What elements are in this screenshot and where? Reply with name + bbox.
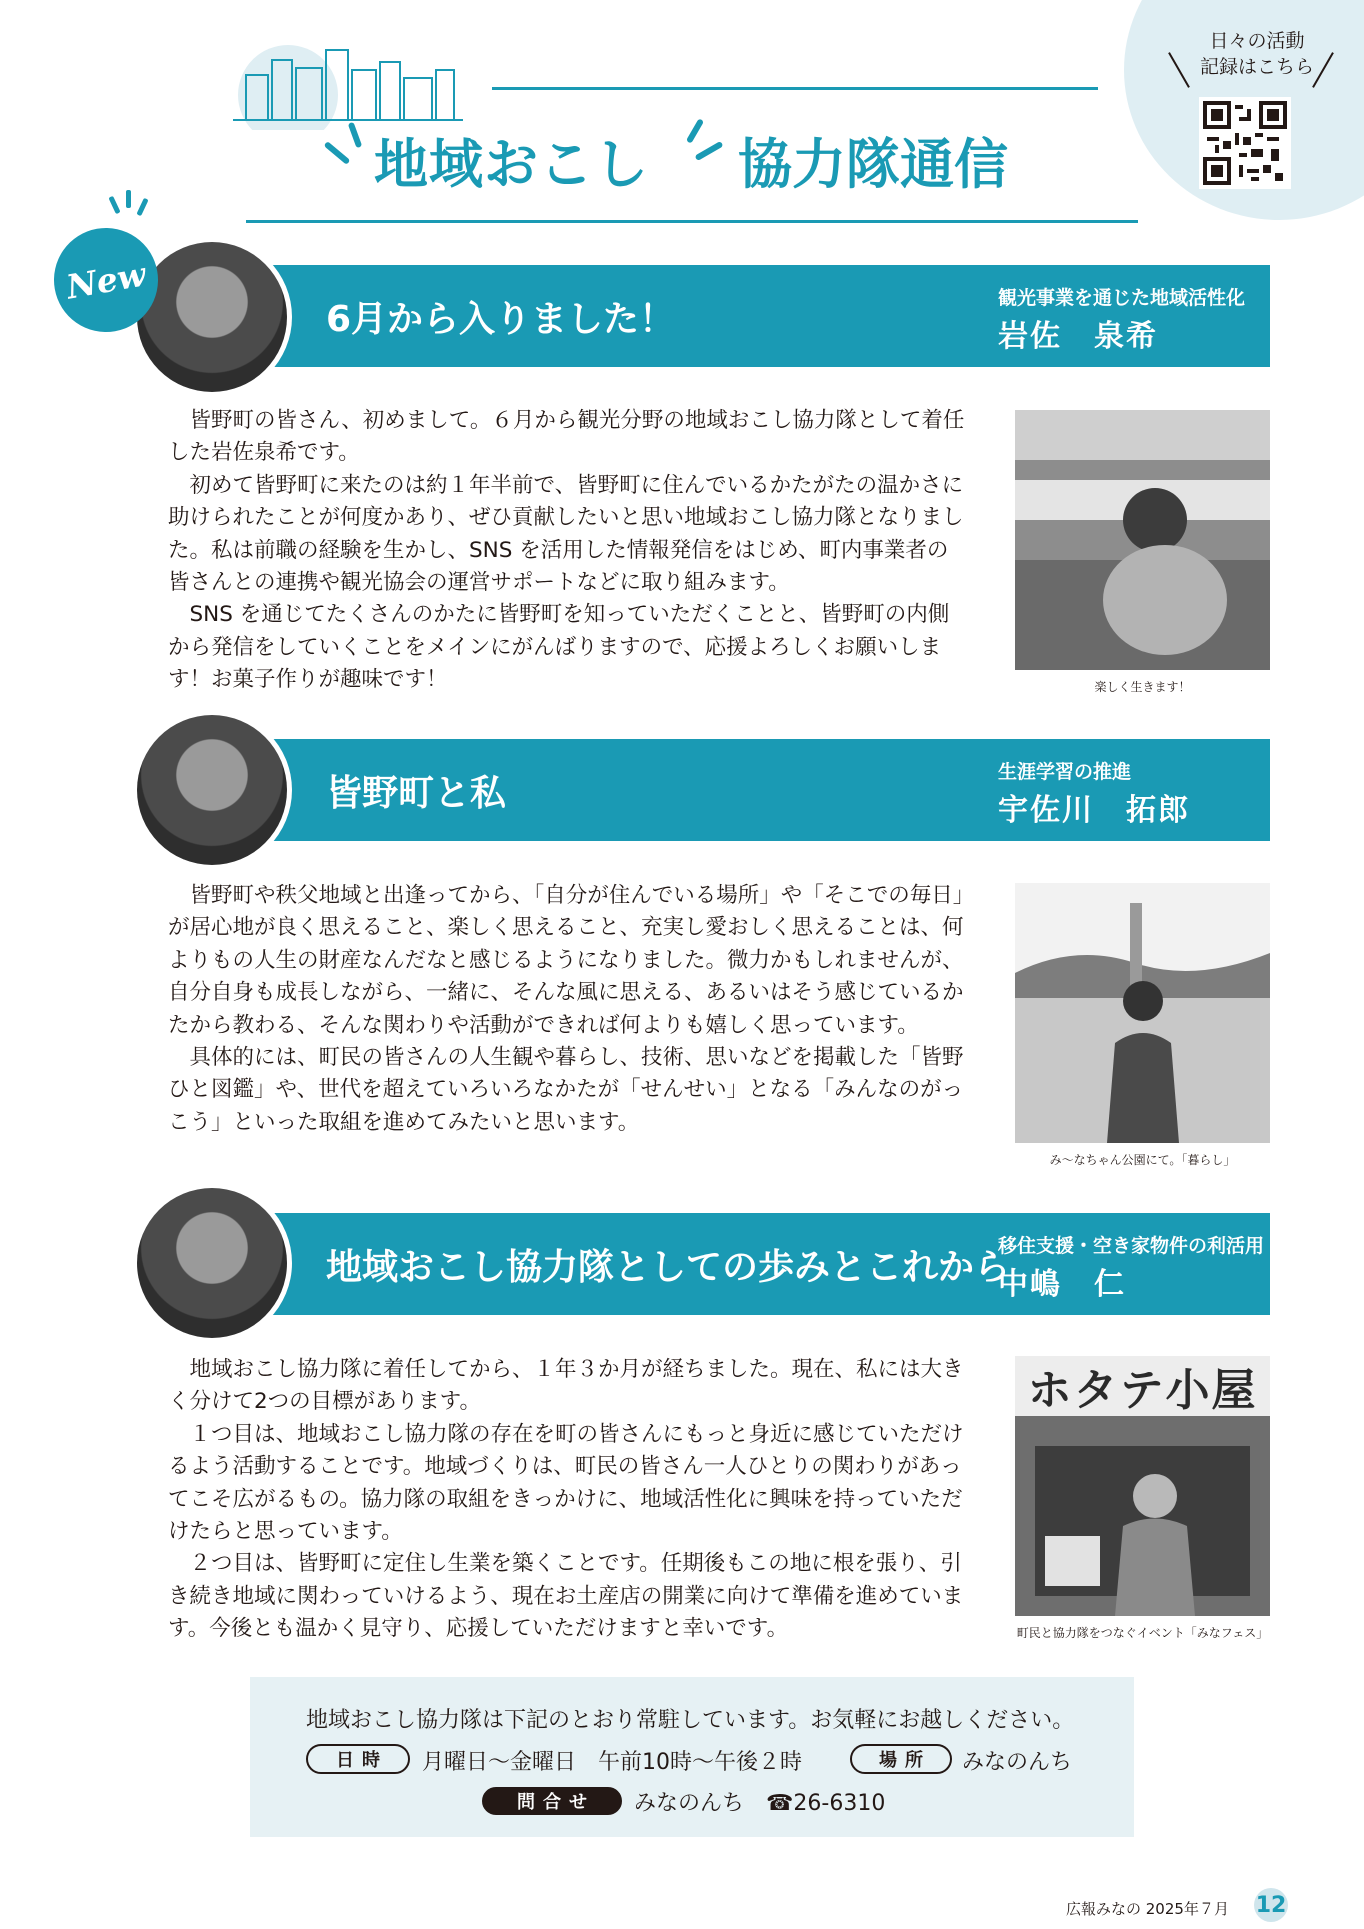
info-lead: 地域おこし協力隊は下記のとおり常駐しています。お気軽にお越しください。 bbox=[306, 1708, 1075, 1733]
paragraph: 地域おこし協力隊に着任してから、１年３か月が経ちました。現在、私には大きく分けて2つの目標があります。 bbox=[168, 1357, 964, 1415]
member-name: 岩佐 泉希 bbox=[998, 319, 1158, 354]
section-title: 皆野町と私 bbox=[326, 772, 507, 814]
contact-value: みなのんち ☎26-6310 bbox=[634, 1791, 886, 1816]
spark-mark bbox=[136, 198, 148, 216]
section-band-2 bbox=[236, 739, 1270, 841]
new-badge: New bbox=[46, 220, 166, 340]
page-title: 地域おこし bbox=[374, 133, 649, 196]
member-photo-avatar bbox=[132, 237, 292, 397]
qr-code[interactable] bbox=[1199, 97, 1291, 189]
section-body bbox=[168, 405, 968, 697]
qr-caption: 日々の活動 記録はこちら bbox=[1199, 30, 1314, 78]
place-value: みなのんち bbox=[962, 1750, 1073, 1775]
member-role: 生涯学習の推進 bbox=[998, 761, 1132, 783]
datetime-value: 月曜日～金曜日 午前10時～午後２時 bbox=[422, 1750, 802, 1775]
photo-caption: 楽しく生きます！ bbox=[1094, 680, 1191, 694]
info-box bbox=[250, 1677, 1134, 1837]
paragraph: 初めて皆野町に来たのは約１年半前で、皆野町に住んでいるかたがたの温かさに助けられたことが何度かあり、ぜひ貢献したいと思い地域おこし協力隊となりました。私は前職の経験を生かし、SNS を活用した情報発信をはじめ、町内事業者の皆さんとの連携や観光協会の運営サポートなどに取り組みます。 bbox=[168, 472, 964, 596]
title-rule-top bbox=[492, 87, 1098, 90]
page-title-sub: 協力隊通信 bbox=[738, 133, 1008, 196]
paragraph: 皆野町の皆さん、初めまして。６月から観光分野の地域おこし協力隊として着任した岩佐泉希です。 bbox=[168, 408, 965, 466]
spark-mark bbox=[324, 141, 351, 165]
spark-mark bbox=[695, 141, 724, 161]
paragraph: SNS を通じてたくさんのかたに皆野町を知っていただくことと、皆野町の内側から発信をしていくことをメインにがんばりますので、応援よろしくお願いします！お菓子作りが趣味です！ bbox=[168, 602, 950, 693]
contact-label: 問合せ bbox=[482, 1787, 622, 1815]
city-illustration bbox=[228, 40, 468, 130]
page-number: 12 bbox=[1254, 1888, 1288, 1922]
section-band-1 bbox=[236, 265, 1270, 367]
member-role: 移住支援・空き家物件の利活用 bbox=[998, 1235, 1265, 1257]
spark-mark bbox=[126, 190, 131, 208]
section-body bbox=[168, 880, 968, 1139]
member-name: 宇佐川 拓郎 bbox=[998, 793, 1190, 828]
paragraph: １つ目は、地域おこし協力隊の存在を町の皆さんにもっと身近に感じていただけるよう活動することです。地域づくりは、町民の皆さん一人ひとりの関わりがあってこそ広がるもの。協力隊の取組をきっかけに、地域活性化に興味を持っていただけたらと思っています。 bbox=[168, 1421, 964, 1545]
section-photo bbox=[1015, 410, 1270, 670]
paragraph: 皆野町や秩父地域と出逢ってから、「自分が住んでいる場所」や「そこでの毎日」が居心地が良く思えること、楽しく思えること、充実し愛おしく思えることは、何よりもの人生の財産なんだなと感じるようになりました。微力かもしれませんが、自分自身も成長しながら、一緒に、そんな風に思える、あるいはそう感じているかたから教わる、そんな関わりや活動ができれば何よりも嬉しく思っています。 bbox=[168, 883, 964, 1038]
spark-mark bbox=[686, 118, 704, 144]
photo-caption: 町民と協力隊をつなぐイベント「みなフェス」 bbox=[1016, 1626, 1269, 1640]
datetime-label: 日時 bbox=[306, 1744, 410, 1774]
section-title: 地域おこし協力隊としての歩みとこれから bbox=[326, 1246, 1011, 1288]
section-photo bbox=[1015, 883, 1270, 1143]
title-rule-bottom bbox=[246, 220, 1138, 223]
member-name: 中嶋 仁 bbox=[998, 1267, 1126, 1302]
place-label: 場所 bbox=[850, 1744, 952, 1774]
publication-footer: 広報みなの 2025年７月 bbox=[1066, 1900, 1229, 1918]
photo-caption: み〜なちゃん公園にて。「暮らし」 bbox=[1049, 1153, 1236, 1167]
spark-mark bbox=[108, 196, 120, 214]
member-photo-avatar bbox=[132, 710, 292, 870]
paragraph: ２つ目は、皆野町に定住し生業を築くことです。任期後もこの地に根を張り、引き続き地域に関わっていけるよう、現在お土産店の開業に向けて準備を進めています。今後とも温かく見守り、応援していただけますと幸いです。 bbox=[168, 1551, 964, 1642]
section-photo bbox=[1015, 1356, 1270, 1616]
member-photo-avatar bbox=[132, 1183, 292, 1343]
paragraph: 具体的には、町民の皆さんの人生観や暮らし、技術、思いなどを掲載した「皆野ひと図鑑」や、世代を超えていろいろなかたが「せんせい」となる「みんなのがっこう」といった取組を進めてみたいと思います。 bbox=[168, 1045, 964, 1135]
section-title: 6月から入りました！ bbox=[326, 298, 676, 340]
section-band-3 bbox=[236, 1213, 1270, 1315]
member-role: 観光事業を通じた地域活性化 bbox=[998, 287, 1246, 309]
photo-sign-text: ホタテ小屋 bbox=[1027, 1365, 1258, 1416]
section-body bbox=[168, 1354, 968, 1646]
